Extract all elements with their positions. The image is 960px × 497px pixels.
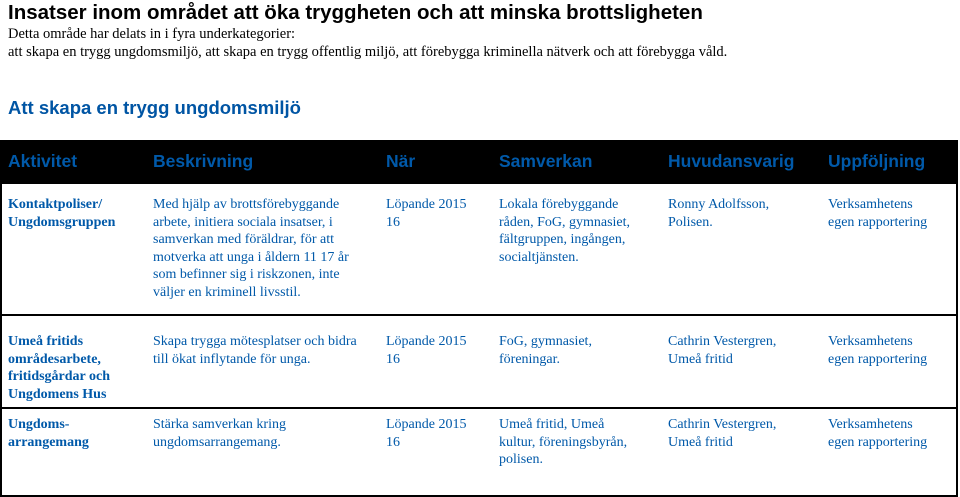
cell-line: Kontaktpoliser/: [8, 197, 103, 212]
cell-line: Lokala förebyggande: [499, 197, 619, 212]
cell-line: Med hjälp av brottsförebyggande: [153, 197, 340, 212]
cell-line: 16: [386, 434, 400, 450]
cell-line: Skapa trygga mötesplatser och bidra: [153, 334, 357, 349]
cell-uppfoljning: [828, 416, 927, 451]
cell-line: råden, FoG, gymnasiet,: [499, 214, 631, 230]
cell-aktivitet: [8, 196, 115, 231]
cell-line: som befinner sig i riskzonen, inte: [153, 267, 340, 282]
intro-text: [8, 26, 727, 61]
cell-line: egen rapportering: [828, 434, 928, 450]
cell-line: Umeå fritid, Umeå: [499, 417, 605, 432]
page-heading: Insatser inom området att öka tryggheten och att minska brottsligheten: [8, 1, 703, 24]
cell-line: Polisen.: [668, 214, 713, 230]
cell-uppfoljning: [828, 196, 927, 231]
cell-line: Cathrin Vestergren,: [668, 417, 777, 432]
cell-beskrivning: [153, 196, 349, 301]
cell-line: Umeå fritid: [668, 434, 733, 450]
cell-samverkan: [499, 416, 627, 469]
cell-huvudansvarig: [668, 196, 769, 231]
cell-line: Ungdomsgruppen: [8, 214, 116, 230]
cell-line: Cathrin Vestergren,: [668, 334, 777, 349]
header-uppfoljning: Uppföljning: [828, 151, 926, 171]
cell-line: Ronny Adolfsson,: [668, 197, 770, 212]
cell-nar: [386, 196, 466, 231]
cell-line: Löpande 2015: [386, 417, 467, 432]
cell-nar: [386, 333, 466, 368]
cell-line: samverkan med föräldrar, för att: [153, 232, 334, 247]
cell-line: till ökat inflytande för unga.: [153, 351, 311, 367]
intro-line: att skapa en trygg ungdomsmiljö, att skapa en trygg offentlig miljö, att förebygga kriminella nätverk och att förebygga våld.: [8, 43, 728, 60]
header-huvudansvarig: Huvudansvarig: [668, 151, 795, 171]
row-divider: [0, 182, 958, 184]
cell-nar: [386, 416, 466, 451]
cell-beskrivning: [153, 416, 286, 451]
cell-samverkan: [499, 196, 630, 266]
cell-line: 16: [386, 351, 400, 367]
cell-huvudansvarig: [668, 333, 776, 368]
cell-line: Verksamhetens: [828, 417, 913, 432]
cell-line: områdesarbete,: [8, 351, 101, 367]
cell-line: Umeå fritids: [8, 334, 84, 349]
cell-line: motverka att unga i åldern 11 17 år: [153, 249, 349, 265]
cell-line: kultur, föreningsbyrån,: [499, 434, 628, 450]
cell-line: Stärka samverkan kring: [153, 417, 286, 432]
cell-line: väljer en kriminell livsstil.: [153, 284, 301, 300]
cell-line: polisen.: [499, 452, 543, 467]
cell-line: Ungdomens Hus: [8, 386, 107, 402]
cell-line: Verksamhetens: [828, 197, 913, 212]
cell-line: arrangemang: [8, 434, 89, 450]
row-divider: [0, 407, 958, 409]
table-border-right: [956, 140, 958, 497]
cell-line: Ungdoms-: [8, 417, 70, 432]
cell-aktivitet: [8, 333, 110, 403]
cell-line: Umeå fritid: [668, 351, 733, 367]
cell-line: ungdomsarrangemang.: [153, 434, 281, 450]
intro-line: Detta område har delats in i fyra underkategorier:: [8, 26, 296, 42]
cell-beskrivning: [153, 333, 357, 368]
cell-line: FoG, gymnasiet,: [499, 334, 592, 349]
table-border-left: [0, 140, 2, 497]
cell-line: fältgruppen, ingången,: [499, 232, 626, 247]
header-beskrivning: Beskrivning: [153, 151, 254, 171]
cell-line: föreningar.: [499, 351, 561, 367]
table-header-row: [0, 140, 958, 182]
cell-line: fritidsgårdar och: [8, 369, 111, 384]
cell-line: socialtjänsten.: [499, 249, 579, 265]
cell-line: Löpande 2015: [386, 334, 467, 349]
header-samverkan: Samverkan: [499, 151, 593, 171]
row-divider: [0, 314, 958, 316]
cell-line: arbete, initiera sociala insatser, i: [153, 214, 333, 230]
cell-line: egen rapportering: [828, 214, 928, 230]
cell-uppfoljning: [828, 333, 927, 368]
cell-samverkan: [499, 333, 592, 368]
cell-line: egen rapportering: [828, 351, 928, 367]
header-nar: När: [386, 151, 416, 171]
cell-line: Löpande 2015: [386, 197, 467, 212]
cell-line: Verksamhetens: [828, 334, 913, 349]
cell-line: 16: [386, 214, 400, 230]
section-title: Att skapa en trygg ungdomsmiljö: [8, 97, 301, 118]
header-aktivitet: Aktivitet: [8, 151, 78, 171]
cell-huvudansvarig: [668, 416, 776, 451]
cell-aktivitet: [8, 416, 89, 451]
